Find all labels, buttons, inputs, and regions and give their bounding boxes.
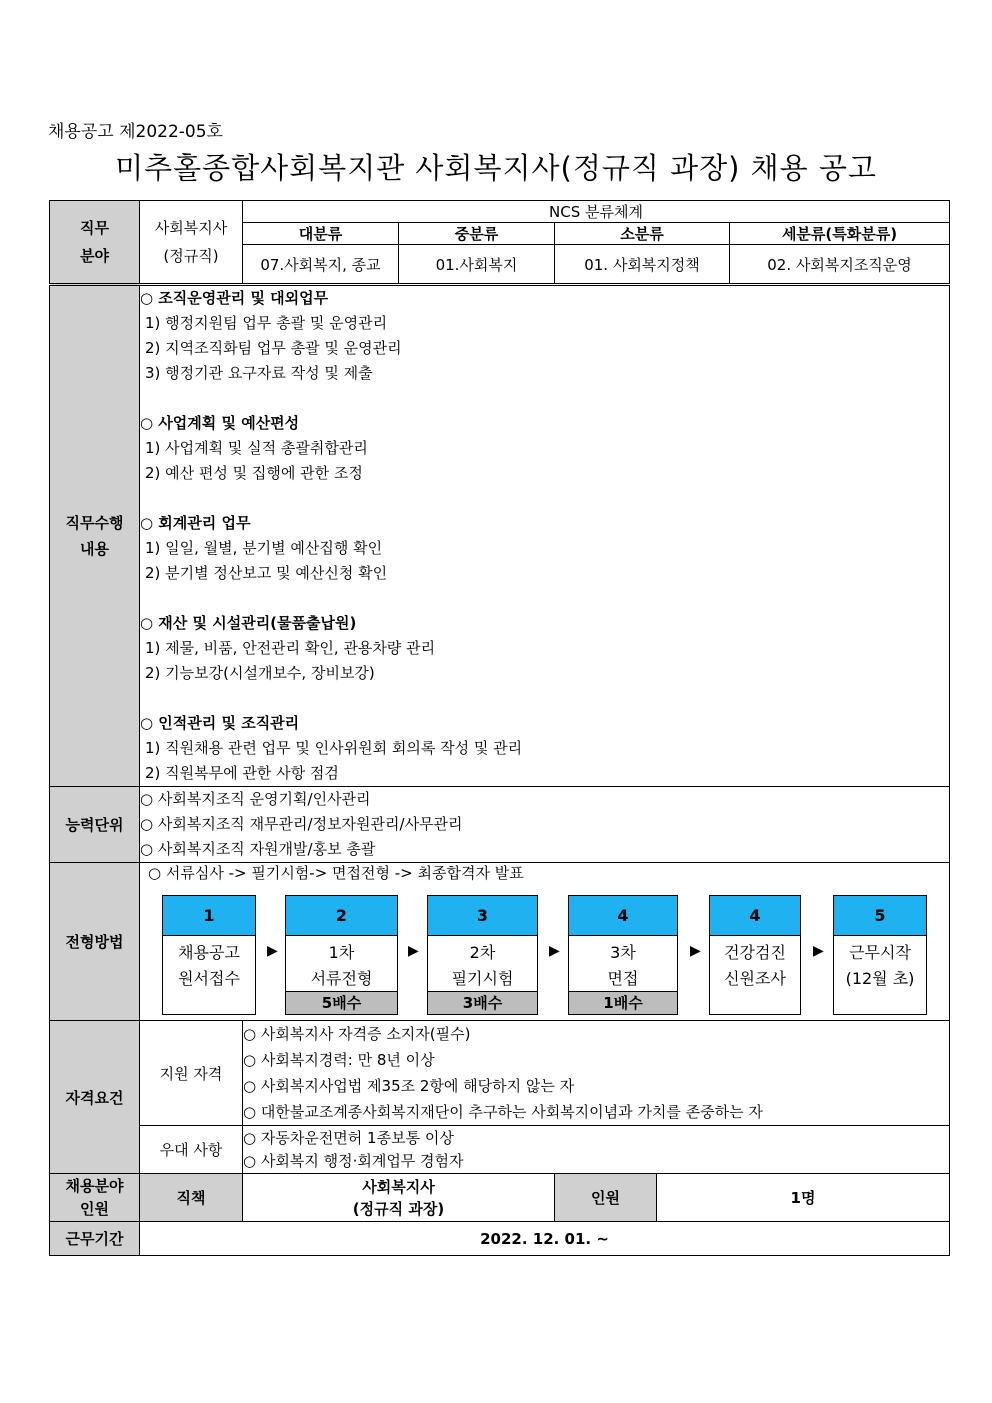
step-box: 2 1차 서류전형 5배수 <box>285 895 398 1015</box>
apply-item: ○ 사회복지사 자격증 소지자(필수) <box>243 1025 471 1043</box>
selection-summary: ○ 서류심사 -> 필기시험-> 면접전형 -> 최종합격자 발표 <box>148 864 524 882</box>
step-box: 1 채용공고 원서접수 <box>162 895 256 1015</box>
ability-item: ○ 사회복지조직 자원개발/홍보 총괄 <box>140 840 376 858</box>
count-value: 1명 <box>657 1174 950 1222</box>
prefer-item: ○ 자동차운전면허 1종보통 이상 <box>243 1128 454 1147</box>
duty-item: 2) 기능보강(시설개보수, 장비보강) <box>145 664 375 682</box>
arrow-icon: ▶ <box>690 943 701 959</box>
qualification-header: 자격요건 <box>50 1021 140 1174</box>
apply-items <box>243 1021 950 1126</box>
recruitment-table <box>49 200 950 1256</box>
ability-item: ○ 사회복지조직 운영기획/인사관리 <box>140 790 371 808</box>
duty-item: 2) 예산 편성 및 집행에 관한 조정 <box>145 464 363 482</box>
step-box: 4 건강검진 신원조사 <box>709 895 801 1015</box>
step-ratio: 1배수 <box>569 991 677 1014</box>
ncs-val-middle: 01.사회복지 <box>399 245 555 285</box>
count-label: 인원 <box>555 1174 657 1222</box>
notice-number: 채용공고 제2022-05호 <box>48 122 223 142</box>
duty-group-title: ○ 조직운영관리 및 대외업무 <box>140 289 329 307</box>
step-ratio: 3배수 <box>428 991 537 1014</box>
ncs-val-minor: 01. 사회복지정책 <box>555 245 730 285</box>
prefer-items <box>243 1126 950 1174</box>
duty-item: 1) 사업계획 및 실적 총괄취합관리 <box>145 439 368 457</box>
ability-item: ○ 사회복지조직 재무관리/정보자원관리/사무관리 <box>140 815 463 833</box>
job-position: 사회복지사 (정규직) <box>140 201 243 285</box>
apply-item: ○ 사회복지사업법 제35조 2항에 해당하지 않는 자 <box>243 1077 575 1095</box>
duty-item: 2) 분기별 정산보고 및 예산신청 확인 <box>145 564 388 582</box>
duty-group-title: ○ 회계관리 업무 <box>140 514 251 532</box>
prefer-label: 우대 사항 <box>140 1126 243 1174</box>
role-value: 사회복지사 (정규직 과장) <box>243 1174 555 1222</box>
ncs-val-major: 07.사회복지, 종교 <box>243 245 399 285</box>
period-header: 근무기간 <box>50 1222 140 1256</box>
step-ratio: 5배수 <box>286 991 397 1014</box>
job-field-header: 직무 분야 <box>50 201 140 285</box>
ncs-col-middle: 중분류 <box>399 223 555 245</box>
arrow-icon: ▶ <box>813 943 824 959</box>
headcount-header: 채용분야 인원 <box>50 1174 140 1222</box>
duty-item: 1) 일일, 월별, 분기별 예산집행 확인 <box>145 539 383 557</box>
duty-item: 1) 행정지원팀 업무 총괄 및 운영관리 <box>145 314 388 332</box>
arrow-icon: ▶ <box>549 943 560 959</box>
apply-label: 지원 자격 <box>140 1021 243 1126</box>
ncs-col-minor: 소분류 <box>555 223 730 245</box>
selection-header: 전형방법 <box>50 863 140 1021</box>
period-value: 2022. 12. 01. ~ <box>140 1222 950 1256</box>
selection-steps <box>140 895 949 1019</box>
step-box: 5 근무시작 (12월 초) <box>833 895 927 1015</box>
ncs-col-major: 대분류 <box>243 223 399 245</box>
duties-header: 직무수행 내용 <box>50 285 140 787</box>
duty-item: 3) 행정기관 요구자료 작성 및 제출 <box>145 364 373 382</box>
duty-item: 2) 지역조직화팀 업무 총괄 및 운영관리 <box>145 339 402 357</box>
duty-group-title: ○ 인적관리 및 조직관리 <box>140 714 300 732</box>
ncs-col-detail: 세분류(특화분류) <box>730 223 950 245</box>
ncs-title: NCS 분류체계 <box>243 201 950 223</box>
arrow-icon: ▶ <box>408 943 419 959</box>
step-box: 3 2차 필기시험 3배수 <box>427 895 538 1015</box>
role-label: 직책 <box>140 1174 243 1222</box>
duty-group-title: ○ 재산 및 시설관리(물품출납원) <box>140 614 357 632</box>
ncs-val-detail: 02. 사회복지조직운영 <box>730 245 950 285</box>
duty-item: 1) 제물, 비품, 안전관리 확인, 관용차량 관리 <box>145 639 436 657</box>
duty-group-title: ○ 사업계획 및 예산편성 <box>140 414 300 432</box>
duty-item: 1) 직원채용 관련 업무 및 인사위원회 회의록 작성 및 관리 <box>145 739 523 757</box>
selection-content <box>140 863 950 1021</box>
page-title: 미추홀종합사회복지관 사회복지사(정규직 과장) 채용 공고 <box>115 151 877 185</box>
ability-header: 능력단위 <box>50 787 140 863</box>
arrow-icon: ▶ <box>267 943 278 959</box>
apply-item: ○ 사회복지경력: 만 8년 이상 <box>243 1051 435 1069</box>
duty-item: 2) 직원복무에 관한 사항 점검 <box>145 764 339 782</box>
apply-item: ○ 대한불교조계종사회복지재단이 추구하는 사회복지이념과 가치를 존중하는 자 <box>243 1103 763 1121</box>
ability-content <box>140 787 950 863</box>
prefer-item: ○ 사회복지 행정·회계업무 경험자 <box>243 1151 464 1170</box>
step-box: 4 3차 면접 1배수 <box>568 895 678 1015</box>
duties-content <box>140 285 950 787</box>
